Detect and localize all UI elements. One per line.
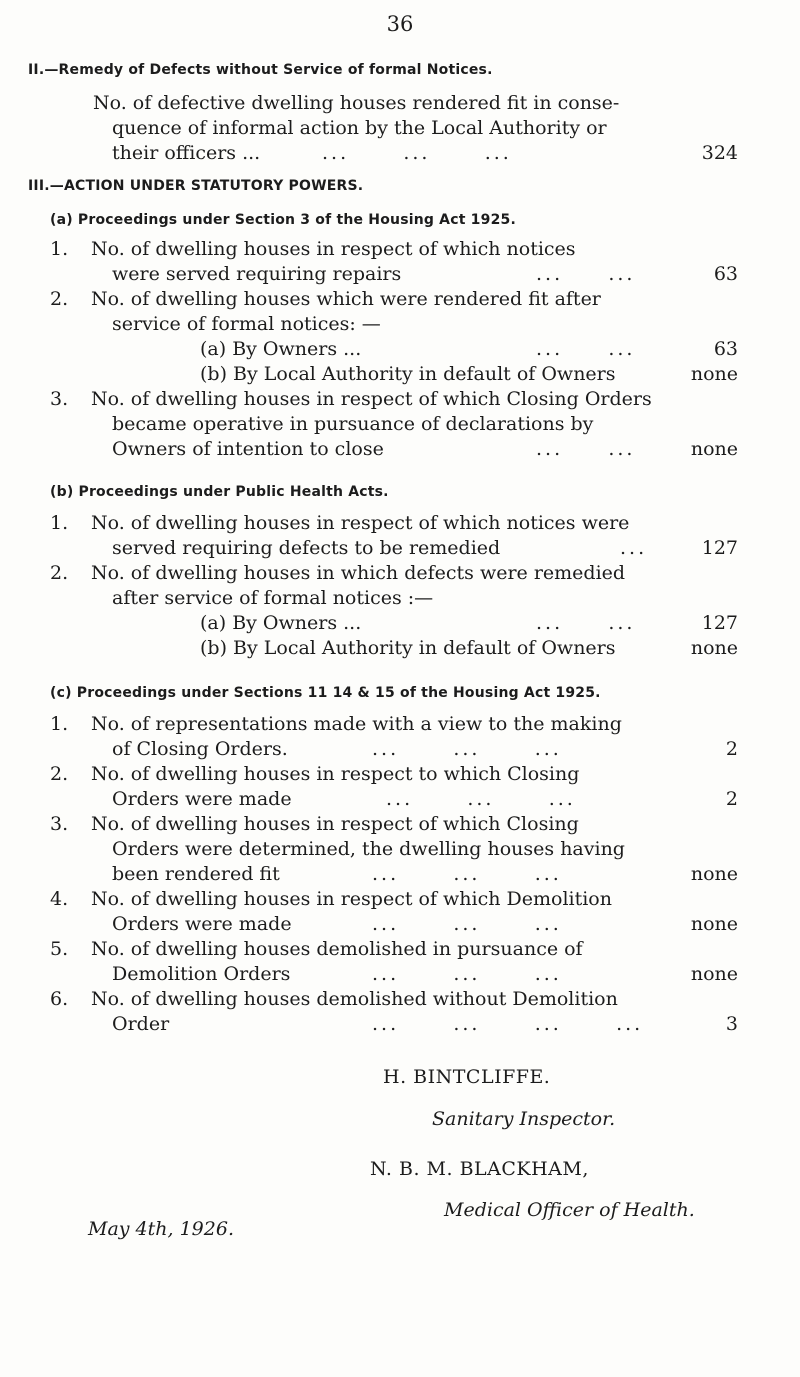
a-item1-num: 1. [50, 238, 69, 260]
c-item4-value: none [690, 913, 738, 935]
subsection-c-heading: (c) Proceedings under Sections 11 14 & 15 of the Housing Act 1925. [50, 685, 601, 701]
c-item4-line2: Orders were made [112, 913, 292, 935]
c-item1-line1: No. of representations made with a view to the making [91, 713, 622, 735]
c-item4-num: 4. [50, 888, 69, 910]
c-item3-num: 3. [50, 813, 69, 835]
section-ii-value: 324 [701, 142, 738, 164]
signatory-title-2: Medical Officer of Health. [444, 1199, 695, 1221]
c-item2-num: 2. [50, 763, 69, 785]
a-item2-line1: No. of dwelling houses which were rendered fit after [91, 288, 601, 310]
dot-leader: ... ... ... [372, 963, 562, 985]
signatory-name-2: N. B. M. BLACKHAM, [370, 1158, 589, 1180]
a-item3-value: none [690, 438, 738, 460]
c-item3-line1: No. of dwelling houses in respect of which Closing [91, 813, 579, 835]
dot-leader: ... ... [536, 612, 636, 634]
c-item2-line2: Orders were made [112, 788, 292, 810]
c-item1-value: 2 [725, 738, 738, 760]
c-item3-line2: Orders were determined, the dwelling houses having [112, 838, 625, 860]
a-item2-num: 2. [50, 288, 69, 310]
a-item2-line2: service of formal notices: — [112, 313, 381, 335]
dot-leader: ... ... ... ... [372, 1013, 644, 1035]
signatory-title-1: Sanitary Inspector. [432, 1108, 616, 1130]
a-item3-line1: No. of dwelling houses in respect of which Closing Orders [91, 388, 652, 410]
c-item5-value: none [690, 963, 738, 985]
c-item2-value: 2 [725, 788, 738, 810]
c-item6-num: 6. [50, 988, 69, 1010]
section-ii-heading: II.—Remedy of Defects without Service of formal Notices. [28, 62, 493, 78]
a-item2-sub-b: (b) By Local Authority in default of Owners [200, 363, 616, 385]
report-date: May 4th, 1926. [88, 1218, 234, 1240]
dot-leader: ... ... [536, 338, 636, 360]
section-iii-heading: III.—ACTION UNDER STATUTORY POWERS. [28, 178, 364, 194]
a-item2-sub-a-value: 63 [713, 338, 738, 360]
b-item2-sub-b-value: none [690, 637, 738, 659]
b-item1-line1: No. of dwelling houses in respect of which notices were [91, 512, 630, 534]
a-item1-value: 63 [713, 263, 738, 285]
c-item6-line2: Order [112, 1013, 170, 1035]
section-ii-line3: their officers ... [112, 142, 261, 164]
b-item2-sub-a: (a) By Owners ... [200, 612, 362, 634]
c-item5-num: 5. [50, 938, 69, 960]
section-ii-line1: No. of defective dwelling houses rendered fit in conse- [93, 92, 620, 114]
c-item5-line2: Demolition Orders [112, 963, 291, 985]
a-item3-line3: Owners of intention to close [112, 438, 384, 460]
subsection-b-heading: (b) Proceedings under Public Health Acts. [50, 484, 389, 500]
a-item3-line2: became operative in pursuance of declarations by [112, 413, 594, 435]
b-item2-sub-b: (b) By Local Authority in default of Owners [200, 637, 616, 659]
a-item2-sub-a: (a) By Owners ... [200, 338, 362, 360]
c-item3-value: none [690, 863, 738, 885]
a-item1-line2: were served requiring repairs [112, 263, 402, 285]
dot-leader: ... ... [536, 438, 636, 460]
page-number: 36 [386, 12, 414, 36]
c-item6-value: 3 [725, 1013, 738, 1035]
c-item1-num: 1. [50, 713, 69, 735]
b-item2-line1: No. of dwelling houses in which defects were remedied [91, 562, 626, 584]
dot-leader: ... ... [536, 263, 636, 285]
subsection-a-heading: (a) Proceedings under Section 3 of the Housing Act 1925. [50, 212, 516, 228]
b-item1-num: 1. [50, 512, 69, 534]
c-item1-line2: of Closing Orders. [112, 738, 288, 760]
b-item2-sub-a-value: 127 [701, 612, 738, 634]
c-item5-line1: No. of dwelling houses demolished in pursuance of [91, 938, 583, 960]
dot-leader: ... ... ... [322, 142, 512, 164]
dot-leader: ... [620, 537, 648, 559]
signatory-name-1: H. BINTCLIFFE. [383, 1066, 551, 1088]
b-item2-num: 2. [50, 562, 69, 584]
a-item2-sub-b-value: none [690, 363, 738, 385]
c-item6-line1: No. of dwelling houses demolished without Demolition [91, 988, 618, 1010]
a-item3-num: 3. [50, 388, 69, 410]
b-item2-line2: after service of formal notices :— [112, 587, 434, 609]
b-item1-line2: served requiring defects to be remedied [112, 537, 501, 559]
c-item4-line1: No. of dwelling houses in respect of which Demolition [91, 888, 612, 910]
dot-leader: ... ... ... [372, 738, 562, 760]
section-ii-line2: quence of informal action by the Local Authority or [112, 117, 607, 139]
dot-leader: ... ... ... [372, 913, 562, 935]
dot-leader: ... ... ... [372, 863, 562, 885]
c-item3-line3: been rendered fit [112, 863, 280, 885]
dot-leader: ... ... ... [386, 788, 576, 810]
b-item1-value: 127 [701, 537, 738, 559]
a-item1-line1: No. of dwelling houses in respect of which notices [91, 238, 576, 260]
c-item2-line1: No. of dwelling houses in respect to which Closing [91, 763, 580, 785]
